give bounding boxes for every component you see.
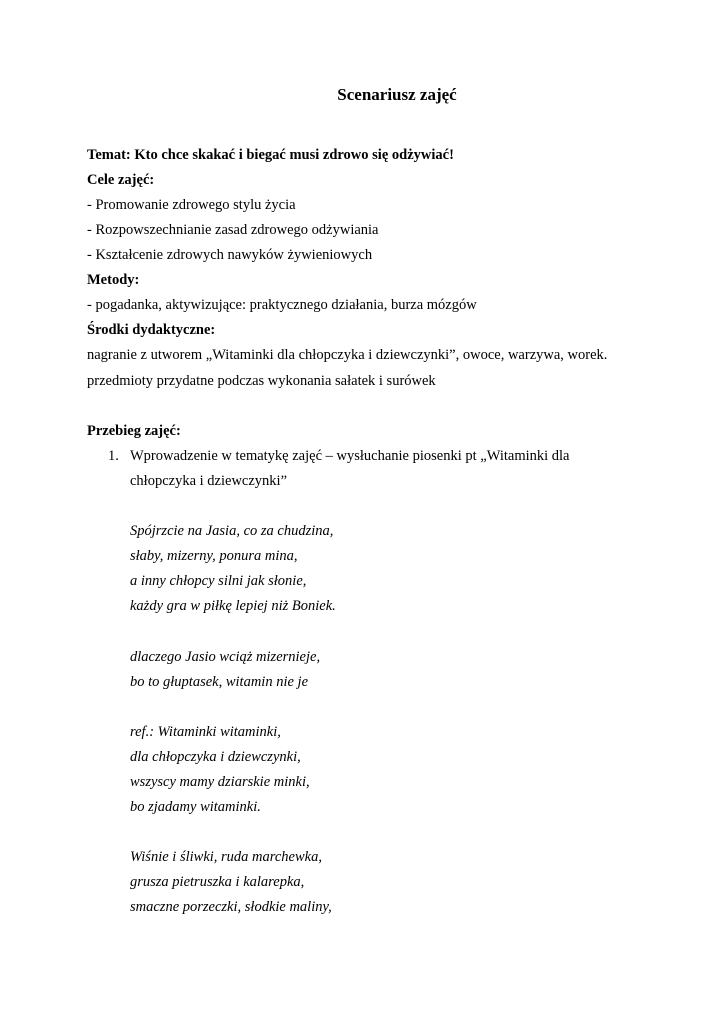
document-title: Scenariusz zajęć [337, 85, 457, 104]
materials-text: nagranie z utworem „Witaminki dla chłopczyka i dziewczynki”, owoce, warzywa, worek. [87, 347, 608, 363]
goal-item: - Rozpowszechnianie zasad zdrowego odżywiania [87, 222, 379, 238]
materials-text: przedmioty przydatne podczas wykonania sałatek i surówek [87, 373, 436, 389]
methods-heading: Metody: [87, 272, 140, 288]
song-line: Spójrzcie na Jasia, co za chudzina, [130, 523, 334, 539]
course-heading: Przebieg zajęć: [87, 423, 181, 439]
goal-item: - Kształcenie zdrowych nawyków żywieniowych [87, 247, 373, 263]
goals-heading: Cele zajęć: [87, 172, 155, 188]
song-line: każdy gra w piłkę lepiej niż Boniek. [130, 598, 336, 614]
song-line: smaczne porzeczki, słodkie maliny, [130, 899, 332, 915]
song-line: dla chłopczyka i dziewczynki, [130, 749, 301, 765]
course-item-text: Wprowadzenie w tematykę zajęć – wysłuchanie piosenki pt „Witaminki dla [130, 448, 570, 464]
methods-text: - pogadanka, aktywizujące: praktycznego działania, burza mózgów [87, 297, 477, 313]
course-item-text: chłopczyka i dziewczynki” [130, 473, 288, 489]
goal-item: - Promowanie zdrowego stylu życia [87, 197, 296, 213]
topic-line: Temat: Kto chce skakać i biegać musi zdrowo się odżywiać! [87, 147, 454, 163]
song-line: dlaczego Jasio wciąż mizernieje, [130, 649, 321, 665]
song-line: Wiśnie i śliwki, ruda marchewka, [130, 849, 322, 865]
song-line: bo to głuptasek, witamin nie je [130, 674, 309, 690]
song-line: ref.: Witaminki witaminki, [130, 724, 281, 740]
song-line: słaby, mizerny, ponura mina, [130, 548, 298, 564]
song-line: wszyscy mamy dziarskie minki, [130, 774, 310, 790]
song-line: a inny chłopcy silni jak słonie, [130, 573, 307, 589]
song-line: bo zjadamy witaminki. [130, 799, 261, 815]
song-line: grusza pietruszka i kalarepka, [130, 874, 305, 890]
materials-heading: Środki dydaktyczne: [87, 322, 216, 338]
list-number: 1. [108, 448, 119, 464]
